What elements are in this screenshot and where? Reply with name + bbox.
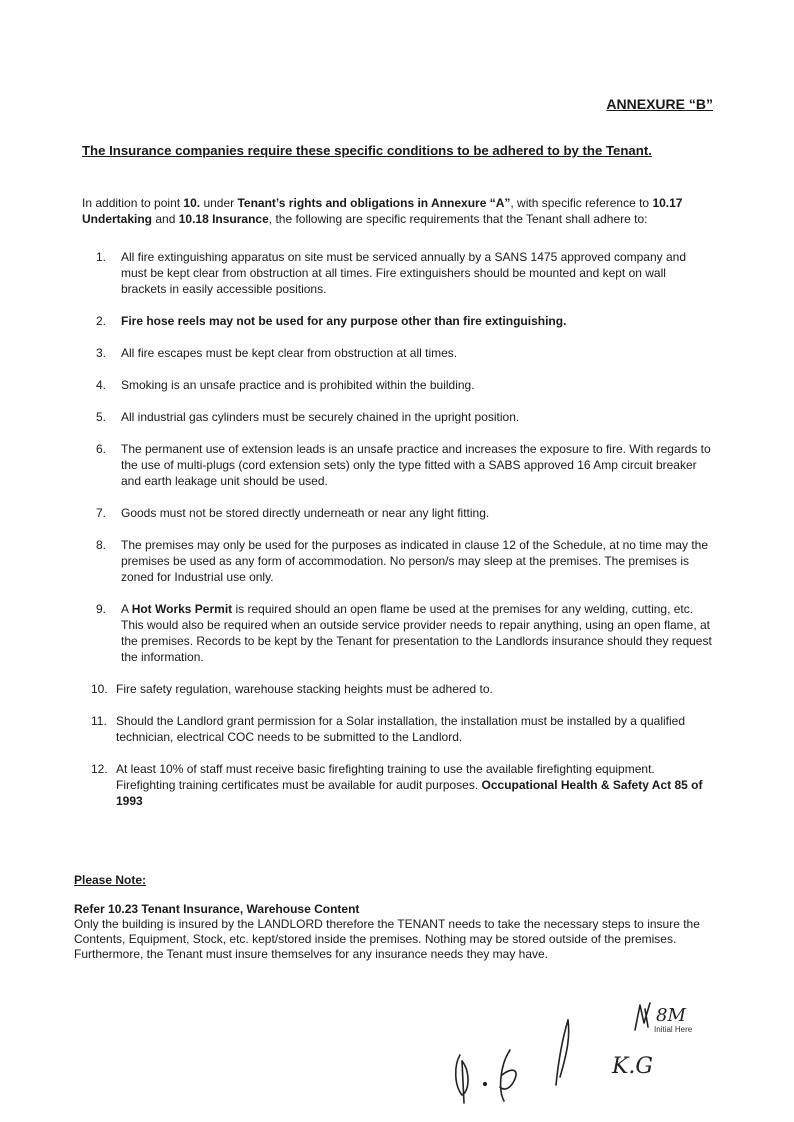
conditions-list: [82, 249, 712, 825]
condition-text-prefix: A: [121, 602, 132, 616]
intro-section-name: Tenant’s rights and obligations in Annexure “A”: [237, 196, 511, 210]
hot-works-permit: Hot Works Permit: [131, 602, 233, 616]
initial-here-label: Initial Here: [654, 1025, 693, 1034]
condition-item: [82, 249, 712, 297]
condition-item: [82, 345, 712, 361]
condition-text: is required should an open flame be used at the premises for any welding, cutting, etc. This would also be required when an outside service provider needs to repair anything, using an open flame, at the premises. Records to be kept by the Tenant for presentation to the Landlords insurance should they request the information.: [121, 602, 712, 664]
intro-text-4: and: [152, 212, 179, 226]
annexure-label: ANNEXURE “B”: [606, 96, 713, 112]
condition-number: 11.: [91, 714, 107, 728]
intro-text-2: under: [200, 196, 238, 210]
condition-text: Goods must not be stored directly underneath or near any light fitting.: [121, 506, 490, 520]
intro-paragraph: [82, 195, 712, 227]
initials-kg: K.G: [612, 1054, 654, 1079]
please-note-body: [74, 902, 714, 962]
please-note-reference: Refer 10.23 Tenant Insurance, Warehouse Content: [74, 902, 360, 916]
condition-number: 8.: [96, 538, 107, 552]
condition-number: 5.: [96, 410, 107, 424]
condition-number: 2.: [96, 314, 107, 328]
condition-item: [82, 761, 712, 809]
condition-item: [82, 537, 712, 585]
please-note-text: Only the building is insured by the LANDLORD therefore the TENANT needs to take the necessary steps to insure the Contents, Equipment, Stock, etc. kept/stored inside the premises. Nothing may be stored outside of the premises. Furthermore, the Tenant must insure themselves for any insurance needs they may have.: [74, 917, 700, 961]
condition-item: [82, 713, 712, 745]
condition-item: [82, 313, 712, 329]
intro-ref-undertaking: 10.17 Undertaking: [82, 196, 683, 226]
condition-number: 1.: [96, 250, 107, 264]
condition-text: The permanent use of extension leads is an unsafe practice and increases the exposure to fire. With regards to the use of multi-plugs (cord extension sets) only the type fitted with a SABS approved 16 Amp circuit breaker and earth leakage unit should be used.: [121, 442, 711, 488]
condition-text: Fire hose reels may not be used for any purpose other than fire extinguishing.: [121, 314, 567, 328]
intro-ref-insurance: 10.18 Insurance: [178, 212, 269, 226]
condition-item: [82, 681, 712, 697]
condition-number: 7.: [96, 506, 107, 520]
condition-text: At least 10% of staff must receive basic firefighting training to use the available firefighting equipment. Firefighting training certificates must be available for audit purposes.: [116, 762, 655, 792]
condition-item: [82, 601, 712, 665]
condition-text: Fire safety regulation, warehouse stacking heights must be adhered to.: [116, 682, 493, 696]
condition-text: All fire escapes must be kept clear from obstruction at all times.: [121, 346, 458, 360]
condition-text: Smoking is an unsafe practice and is prohibited within the building.: [121, 378, 475, 392]
condition-number: 3.: [96, 346, 107, 360]
condition-text: The premises may only be used for the purposes as indicated in clause 12 of the Schedule, at no time may the premises be used as any form of accommodation. No person/s may sleep at the premises. The premises is zoned for Industrial use only.: [121, 538, 708, 584]
please-note-heading: Please Note:: [74, 873, 147, 887]
page-title: The Insurance companies require these specific conditions to be adhered to by the Tenant.: [82, 143, 652, 158]
condition-number: 6.: [96, 442, 107, 456]
condition-number: 12.: [91, 762, 108, 776]
intro-text-1: In addition to point: [82, 196, 184, 210]
ohs-act-reference: Occupational Health & Safety Act 85 of 1993: [116, 778, 703, 808]
condition-item: [82, 409, 712, 425]
condition-text: All industrial gas cylinders must be securely chained in the upright position.: [121, 410, 520, 424]
condition-item: [82, 441, 712, 489]
condition-text: Should the Landlord grant permission for a Solar installation, the installation must be installed by a qualified technician, electrical COC needs to be submitted to the Landlord.: [116, 714, 686, 744]
intro-ref-point: 10.: [183, 196, 201, 210]
condition-item: [82, 377, 712, 393]
condition-text: All fire extinguishing apparatus on site must be serviced annually by a SANS 1475 approved company and must be kept clear from obstruction at all times. Fire extinguishers should be mounted and kept on wall brackets in easily accessible positions.: [121, 250, 687, 296]
condition-item: [82, 505, 712, 521]
intro-text-3: , with specific reference to: [510, 196, 653, 210]
initials-8m: 8M: [656, 1005, 686, 1026]
condition-number: 4.: [96, 378, 107, 392]
condition-number: 9.: [96, 602, 107, 616]
intro-text-5: , the following are specific requirements that the Tenant shall adhere to:: [268, 212, 648, 226]
handwritten-initials: [440, 995, 740, 1110]
condition-number: 10.: [91, 682, 108, 696]
